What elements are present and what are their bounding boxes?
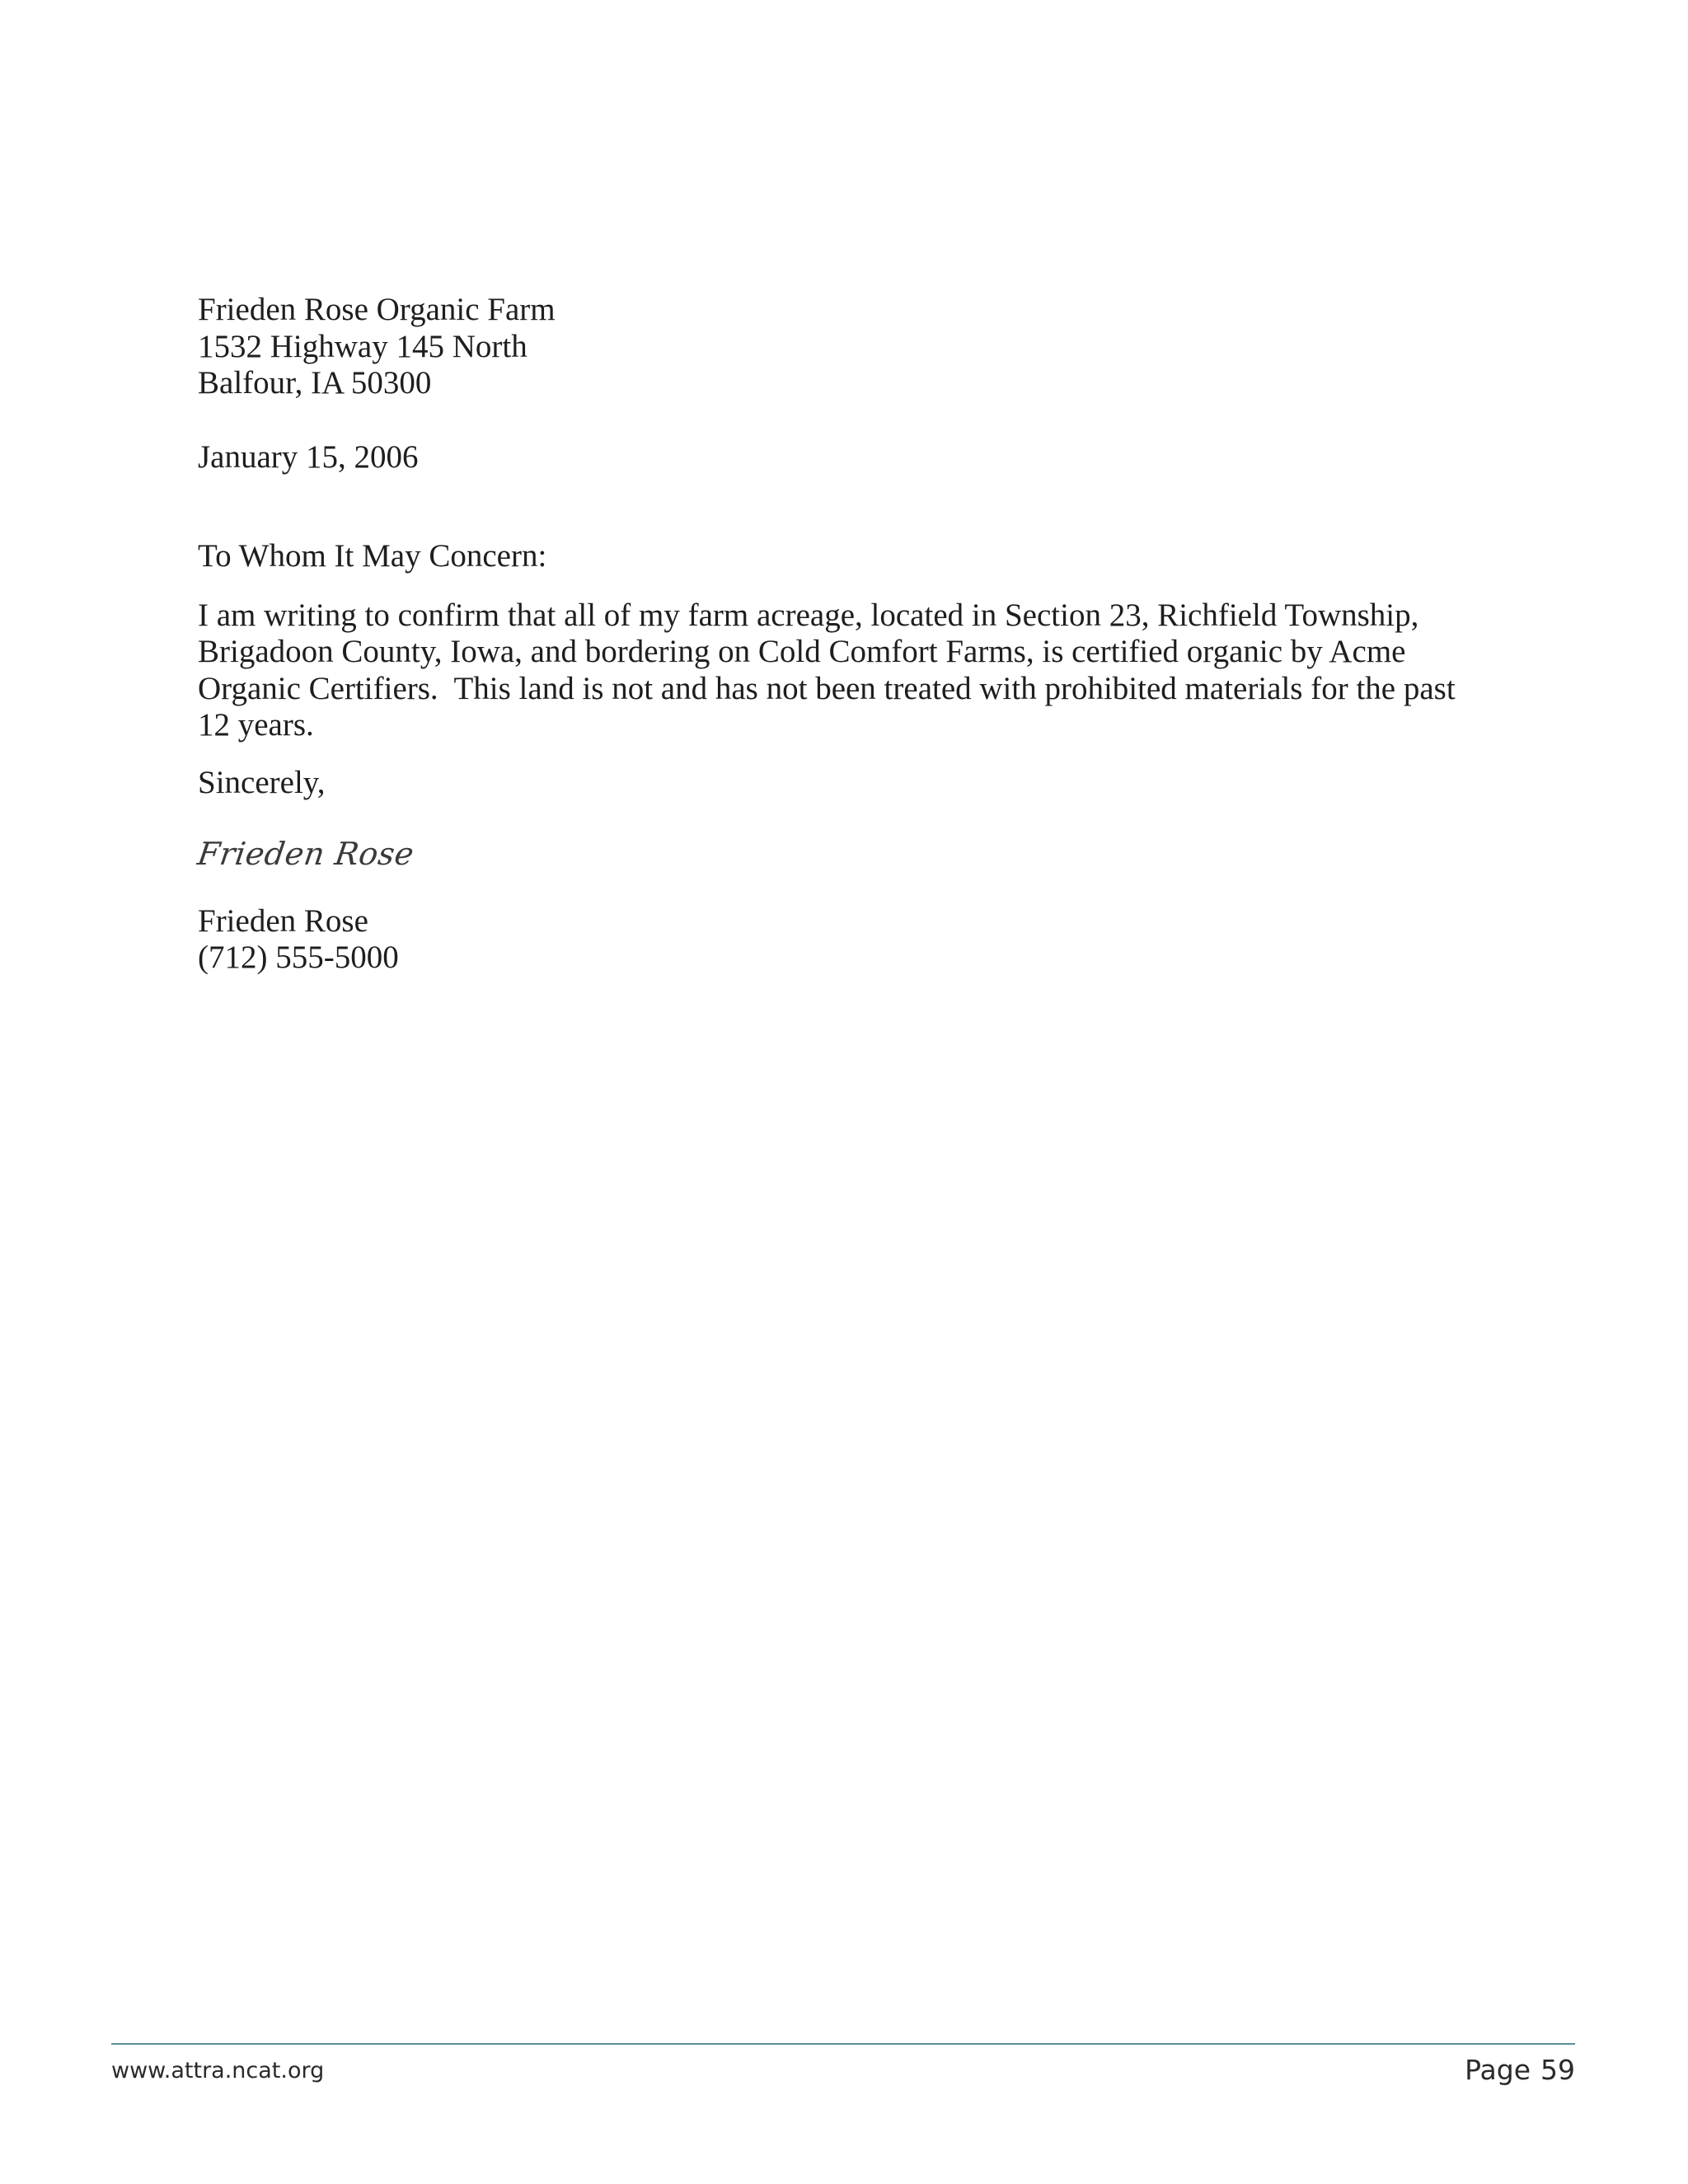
- signer-name: Frieden Rose: [198, 902, 368, 939]
- page-number-value: 59: [1540, 2054, 1575, 2086]
- page-label: Page: [1465, 2054, 1531, 2086]
- footer-divider: [111, 2043, 1575, 2045]
- body-line: I am writing to confirm that all of my farm acreage, located in Section 23, Richfield Township,: [198, 597, 1419, 633]
- body-line: Organic Certifiers. This land is not and has not been treated with prohibited materials for the past: [198, 670, 1456, 706]
- sender-address: [198, 292, 1484, 402]
- letter: [195, 292, 1484, 977]
- body-line: 12 years.: [198, 707, 314, 743]
- address-line-farm: Frieden Rose Organic Farm: [198, 292, 556, 327]
- salutation: To Whom It May Concern:: [198, 538, 547, 574]
- letter-body: [198, 598, 1484, 744]
- footer-website-link[interactable]: www.attra.ncat.org: [111, 2058, 325, 2083]
- body-line: Brigadoon County, Iowa, and bordering on Cold Comfort Farms, is certified organic by Acme: [198, 634, 1406, 669]
- signer-block: [198, 903, 1484, 977]
- page-number: [1465, 2054, 1575, 2086]
- closing: Sincerely,: [198, 764, 326, 800]
- address-line-city: Balfour, IA 50300: [198, 365, 432, 401]
- signer-phone: (712) 555-5000: [198, 940, 399, 975]
- letter-date: January 15, 2006: [198, 438, 419, 475]
- handwritten-signature: Frieden Rose: [195, 836, 417, 872]
- address-line-street: 1532 Highway 145 North: [198, 328, 528, 364]
